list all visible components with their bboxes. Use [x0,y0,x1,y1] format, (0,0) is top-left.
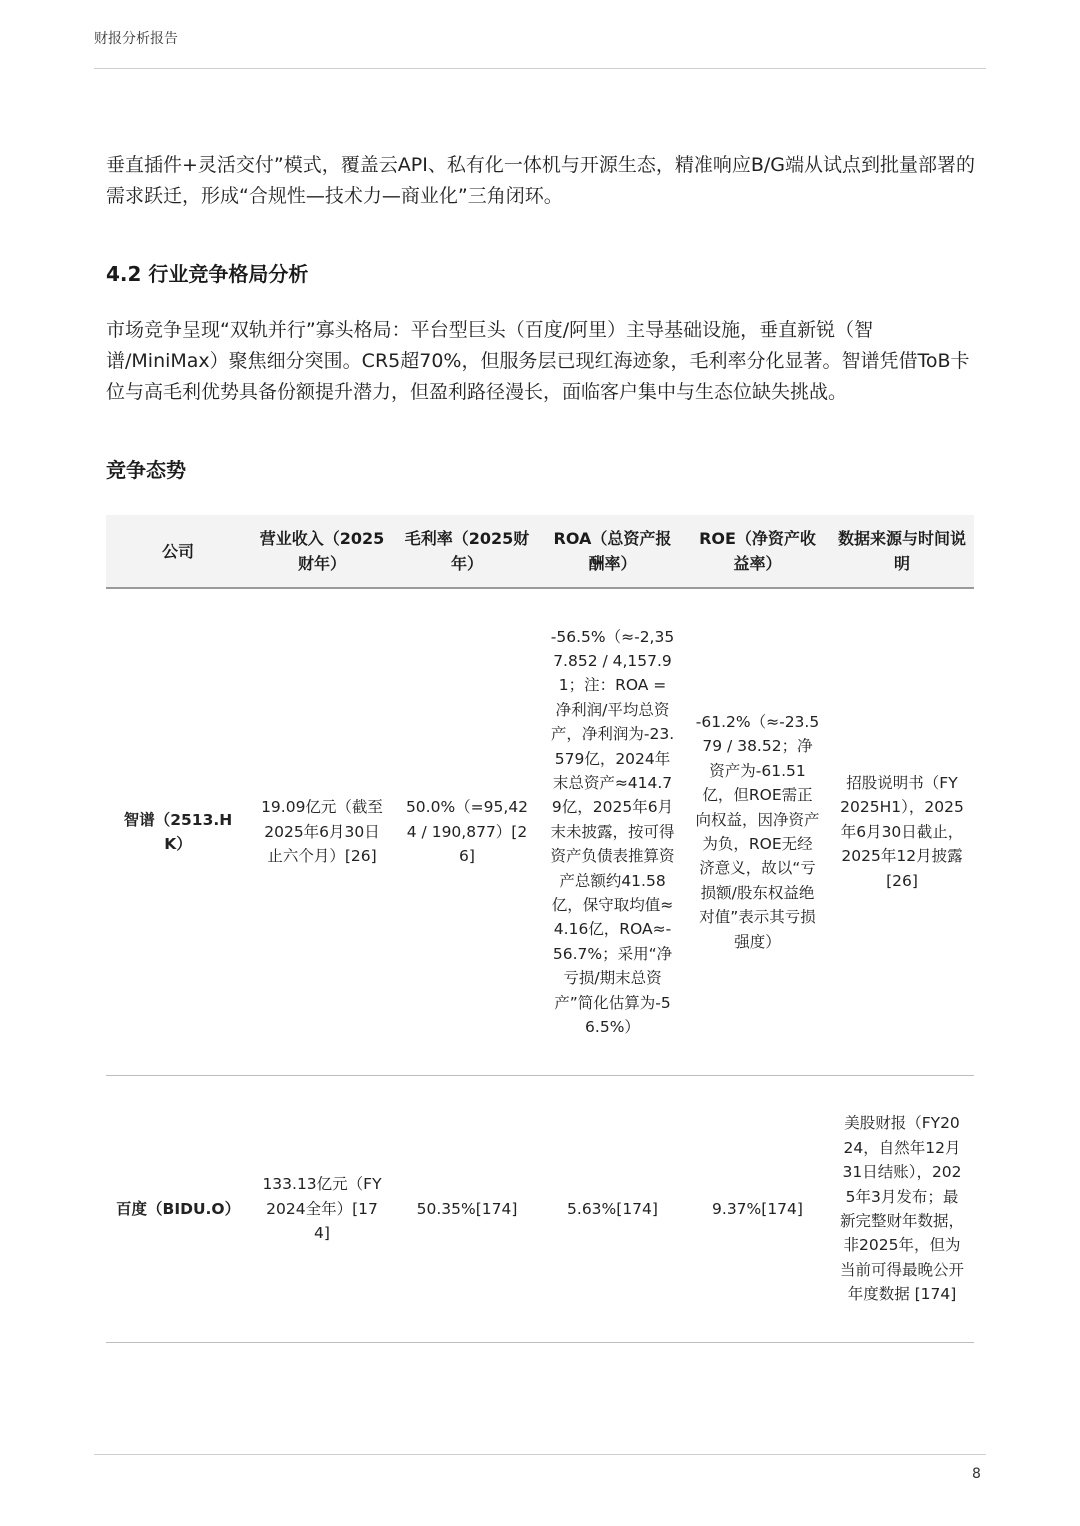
cell-roa: -56.5%（≈-2,357.852 / 4,157.91；注：ROA = 净利润/平均总资产，净利润为-23.579亿，2024年末总资产≈414.79亿，2025年6月末未披露，按可得资产负债表推算资产总额约41.58亿，保守取均值≈4.16亿，ROA≈-56.7%；采用“净亏损/期末总资产”简化估算为-56.5%） [540,588,685,1076]
cell-roe: 9.37%[174] [685,1076,830,1343]
section-paragraph: 市场竞争呈现“双轨并行”寡头格局：平台型巨头（百度/阿里）主导基础设施，垂直新锐（智谱/MiniMax）聚焦细分突围。CR5超70%，但服务层已现红海迹象，毛利率分化显著。智谱凭借ToB卡位与高毛利优势具备份额提升潜力，但盈利路径漫长，面临客户集中与生态位缺失挑战。 [106,319,970,403]
cell-source: 美股财报（FY2024，自然年12月31日结账），2025年3月发布；最新完整财年数据，非2025年，但为当前可得最晚公开年度数据 [174] [830,1076,974,1343]
header-roe: ROE（净资产收益率） [685,515,830,588]
competition-table [106,515,974,1343]
section-heading: 4.2 行业竞争格局分析 [106,262,309,286]
header-roa: ROA（总资产报酬率） [540,515,685,588]
header-revenue: 营业收入（2025财年） [250,515,394,588]
header-gross-margin: 毛利率（2025财年） [394,515,540,588]
table-header-row [106,515,974,588]
cell-company: 百度（BIDU.O） [106,1076,250,1343]
header-source: 数据来源与时间说明 [830,515,974,588]
cell-gross-margin: 50.0%（=95,424 / 190,877）[26] [394,588,540,1076]
cell-revenue: 133.13亿元（FY2024全年）[174] [250,1076,394,1343]
footer-divider [94,1454,986,1455]
page-header [94,28,986,69]
cell-gross-margin: 50.35%[174] [394,1076,540,1343]
intro-paragraph: 垂直插件+灵活交付”模式，覆盖云API、私有化一体机与开源生态，精准响应B/G端从试点到批量部署的需求跃迁，形成“合规性—技术力—商业化”三角闭环。 [106,154,975,207]
table-row [106,588,974,1076]
page-number: 8 [972,1466,981,1482]
cell-roa: 5.63%[174] [540,1076,685,1343]
cell-source: 招股说明书（FY 2025H1），2025年6月30日截止，2025年12月披露 [26] [830,588,974,1076]
cell-revenue: 19.09亿元（截至2025年6月30日止六个月）[26] [250,588,394,1076]
table-row [106,1076,974,1343]
cell-company: 智谱（2513.HK） [106,588,250,1076]
header-company: 公司 [106,515,250,588]
header-title: 财报分析报告 [94,31,178,47]
table-title: 竞争态势 [106,458,186,482]
cell-roe: -61.2%（≈-23.579 / 38.52；净资产为-61.51亿，但ROE需正向权益，因净资产为负，ROE无经济意义，故以“亏损额/股东权益绝对值”表示其亏损强度） [685,588,830,1076]
